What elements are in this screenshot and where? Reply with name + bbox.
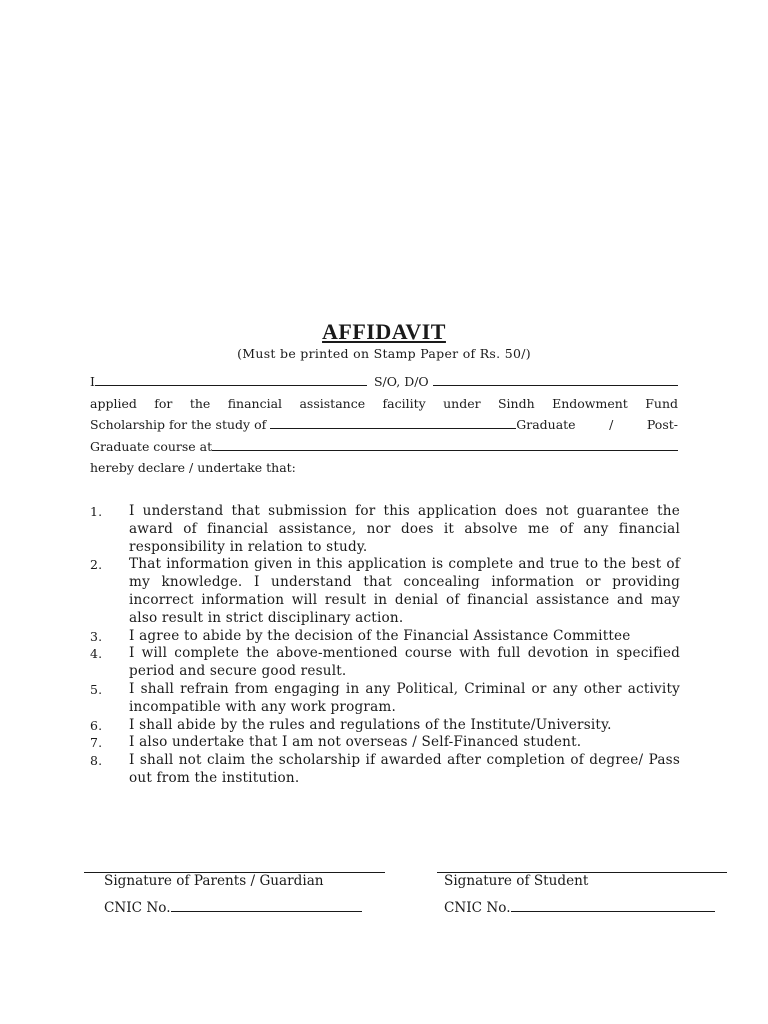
student-cnic-label: CNIC No. (444, 900, 511, 916)
scholarship-suffix: Graduate / Post- (516, 417, 678, 432)
stamp-paper-note: (Must be printed on Stamp Paper of Rs. 50/) (237, 346, 531, 361)
clause-text: I will complete the above-mentioned course with full devotion in specified period and secure good result. (129, 645, 680, 680)
clause-number: 2. (90, 557, 103, 573)
name-line (90, 374, 678, 390)
list-item (90, 556, 680, 627)
list-item (90, 717, 680, 735)
parent-cnic-field[interactable] (171, 899, 362, 912)
list-item (90, 645, 680, 681)
scholarship-line (90, 417, 678, 433)
affidavit-title: AFFIDAVIT (322, 319, 446, 344)
student-signature-label: Signature of Student (444, 873, 589, 889)
parent-signature-label: Signature of Parents / Guardian (104, 873, 324, 889)
list-item (90, 734, 680, 752)
parent-cnic-row (104, 899, 362, 916)
student-cnic-field[interactable] (511, 899, 715, 912)
clause-text: I also undertake that I am not overseas / Self-Financed student. (129, 734, 582, 751)
clause-number: 5. (90, 681, 103, 697)
list-item (90, 681, 680, 717)
study-field[interactable] (270, 417, 516, 429)
course-prefix: Graduate course at (90, 439, 213, 454)
clause-text: I shall refrain from engaging in any Political, Criminal or any other activity incompatible with any work program. (129, 680, 680, 715)
course-line (90, 439, 678, 455)
clause-number: 3. (90, 628, 103, 644)
institute-field[interactable] (212, 439, 678, 451)
parent-name-field[interactable] (433, 374, 678, 386)
clause-number: 6. (90, 717, 103, 733)
clause-number: 8. (90, 753, 103, 769)
scholarship-prefix: Scholarship for the study of (90, 417, 267, 432)
clause-text: I shall not claim the scholarship if awarded after completion of degree/ Pass out from the institution. (129, 752, 680, 786)
list-item (90, 628, 680, 646)
clause-text: I understand that submission for this application does not guarantee the award of financial assistance, nor does it absolve me of any financial responsibility in relation to study. (129, 503, 680, 555)
undertaking-list (90, 503, 680, 788)
list-item (90, 503, 680, 556)
clause-number: 1. (90, 504, 103, 519)
clause-number: 4. (90, 646, 103, 662)
name-field[interactable] (95, 374, 367, 386)
clause-text: That information given in this application is complete and true to the best of my knowledge. I understand that concealing information or providing incorrect information will result in denial of financial assistance and may also result in strict disciplinary action. (129, 556, 680, 626)
clause-text: I agree to abide by the decision of the Financial Assistance Committee (129, 627, 631, 644)
pronoun-label: I (90, 374, 95, 389)
relation-label: S/O, D/O (373, 374, 429, 389)
parent-cnic-label: CNIC No. (104, 900, 171, 916)
student-cnic-row (444, 899, 715, 916)
applied-statement: applied for the financial assistance facility under Sindh Endowment Fund (90, 396, 678, 411)
declare-statement: hereby declare / undertake that: (90, 460, 296, 475)
clause-number: 7. (90, 735, 103, 751)
clause-text: I shall abide by the rules and regulations of the Institute/University. (129, 716, 612, 733)
list-item (90, 752, 680, 788)
